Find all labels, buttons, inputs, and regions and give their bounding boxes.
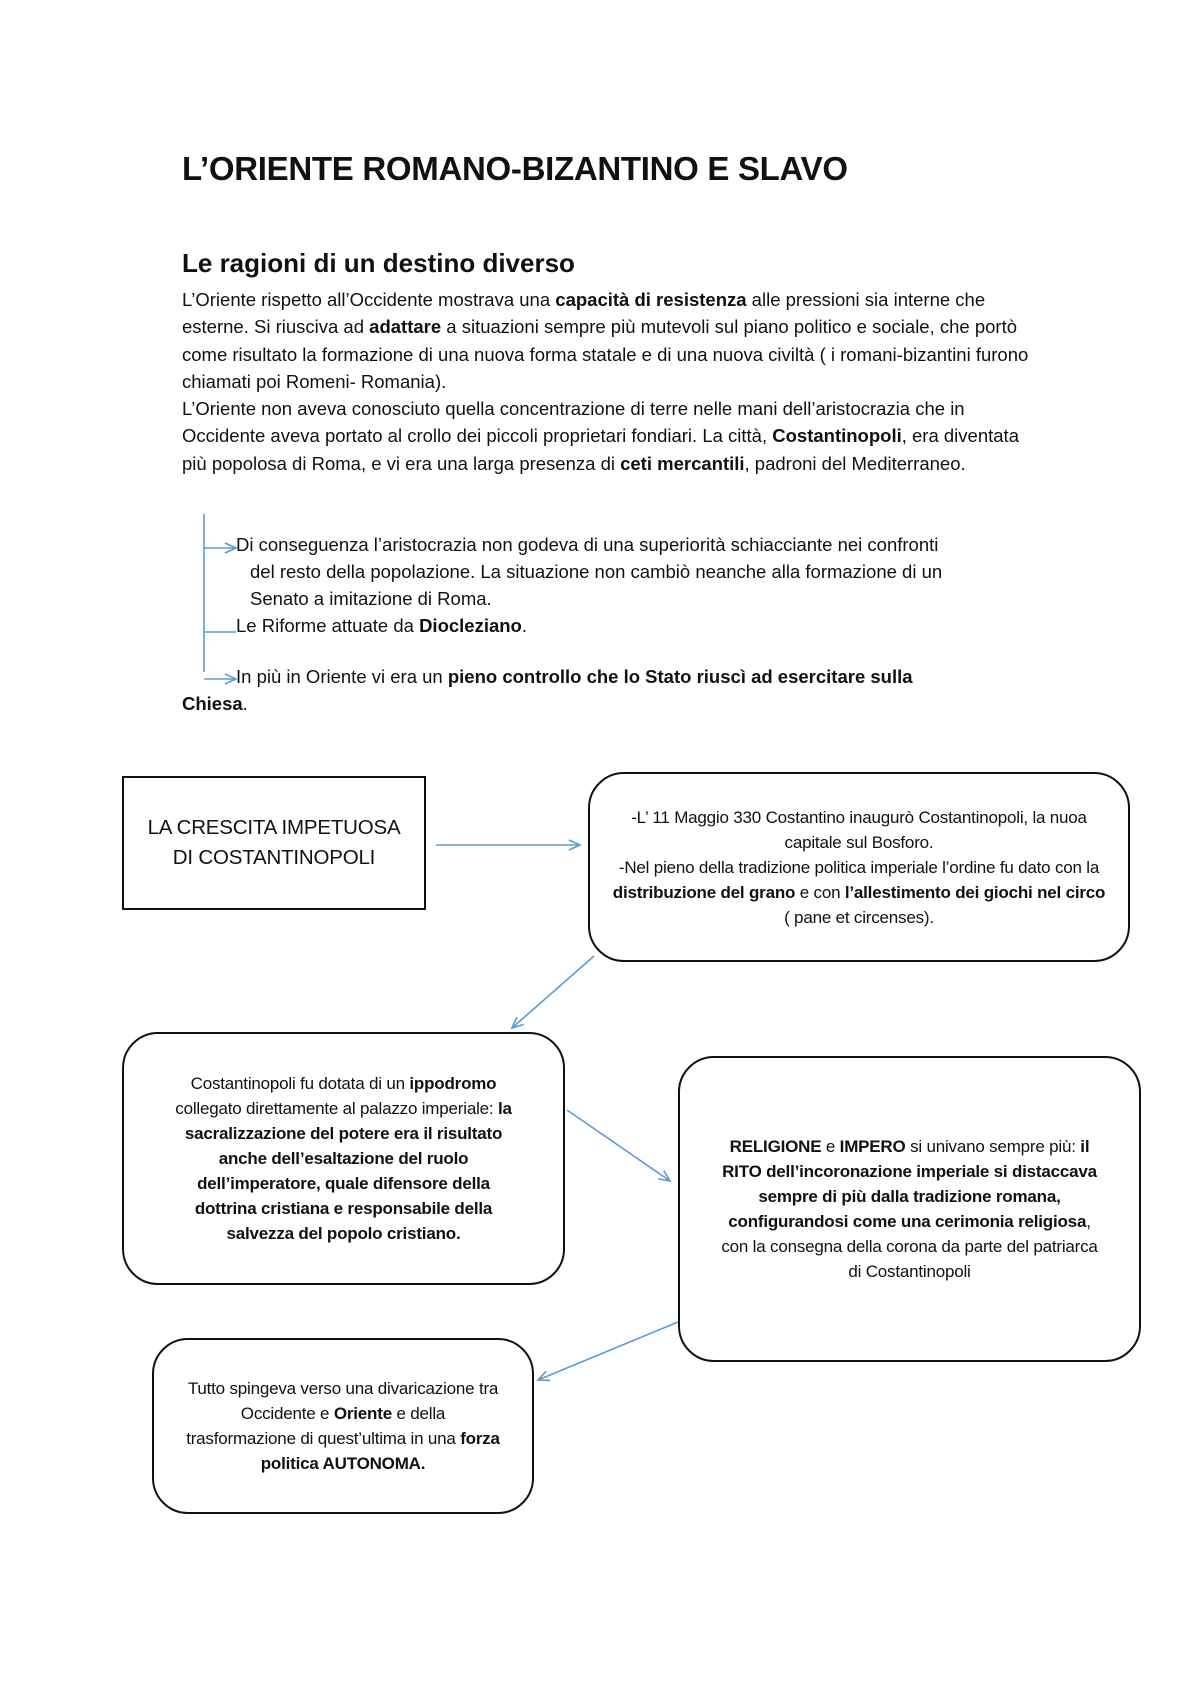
bold-run: la sacralizzazione del potere era il risultato anche dell’esaltazione del ruolo dell’imperatore, quale difensore della dottrina cristiana e responsabile della salvezza del popolo cristiano bbox=[184, 1099, 512, 1243]
arrow-ippodromo-to-religione bbox=[567, 1110, 670, 1181]
box-crescita-impetuosa bbox=[122, 776, 426, 910]
bullet-line: del resto della popolazione. La situazione non cambiò neanche alla formazione di un bbox=[250, 561, 943, 582]
text-run: In più in Oriente vi era un bbox=[236, 666, 448, 687]
text-run: Costantinopoli fu dotata di un bbox=[190, 1074, 410, 1093]
bold-run: ippodromo bbox=[409, 1074, 497, 1093]
box-inaugurazione-330 bbox=[588, 772, 1130, 962]
box-divaricazione bbox=[152, 1338, 534, 1514]
section-heading: Le ragioni di un destino diverso bbox=[182, 248, 575, 278]
text-run: , padroni del Mediterraneo. bbox=[744, 452, 966, 474]
text-run: e della trasformazione di quest’ultima in una bbox=[186, 1404, 461, 1448]
bold-run: forza politica AUTONOMA. bbox=[260, 1429, 500, 1473]
arrow-330-to-ippodromo bbox=[512, 956, 594, 1028]
bold-run: RELIGIONE bbox=[729, 1137, 822, 1156]
bold-run: Costantinopoli bbox=[772, 425, 902, 447]
text-run: Le Riforme attuate da bbox=[236, 615, 420, 636]
bold-run: IMPERO bbox=[839, 1137, 906, 1156]
bold-run: pieno controllo che lo Stato riuscì ad esercitare sulla Chiesa bbox=[182, 666, 913, 714]
bold-run: . bbox=[455, 1224, 461, 1243]
document-title: L’ORIENTE ROMANO-BIZANTINO E SLAVO bbox=[182, 150, 848, 187]
text-run: a situazioni sempre più mutevoli sul piano politico e sociale, che portò come risultato la formazione di una nuova forma statale e di una nuova civiltà ( i romani-bizantini furono chiamati poi Romeni- Romania). bbox=[182, 316, 1029, 392]
box-text bbox=[612, 855, 1106, 930]
text-run: . bbox=[521, 615, 528, 636]
text-run: Tutto spingeva verso una divaricazione tra Occidente e bbox=[187, 1379, 499, 1423]
text-run: si univano sempre più: bbox=[905, 1137, 1081, 1156]
bullet-line: Di conseguenza l’aristocrazia non godeva di una superiorità schiacciante nei confronti bbox=[236, 534, 939, 555]
text-run: L’Oriente rispetto all’Occidente mostrava una bbox=[182, 289, 556, 310]
box-ippodromo bbox=[122, 1032, 565, 1285]
text-run: . bbox=[242, 693, 248, 714]
box-text: -L’ 11 Maggio 330 Costantino inaugurò Costantinopoli, la nuoa capitale sul Bosforo. bbox=[631, 807, 1087, 852]
bold-run: Diocleziano bbox=[419, 615, 522, 636]
bold-run: capacità di resistenza bbox=[555, 289, 747, 310]
bold-run: l’allestimento dei giochi nel circo bbox=[844, 882, 1106, 902]
arrow-religione-to-tutto bbox=[538, 1322, 678, 1380]
text-run: , era diventata più popolosa di Roma, e vi era una larga presenza di bbox=[182, 425, 1019, 474]
text-run: collegato direttamente al palazzo imperiale: bbox=[175, 1099, 498, 1118]
text-run: ( pane et circenses). bbox=[784, 907, 934, 927]
bullet-line: Senato a imitazione di Roma. bbox=[250, 588, 492, 609]
text-run: e bbox=[821, 1137, 840, 1156]
bold-run: Oriente bbox=[333, 1404, 392, 1423]
text-run: alle pressioni sia interne che esterne. Si riusciva ad bbox=[182, 289, 986, 338]
text-run: e con bbox=[795, 882, 845, 902]
box-title-line: LA CRESCITA IMPETUOSA bbox=[147, 816, 401, 839]
bold-run: il RITO dell’incoronazione imperiale si distaccava sempre di più dalla tradizione romana, configurandosi come una cerimonia religiosa bbox=[722, 1137, 1097, 1231]
bold-run: distribuzione del grano bbox=[612, 882, 796, 902]
box-title-line: DI COSTANTINOPOLI bbox=[172, 846, 376, 869]
text-run: L’Oriente non aveva conosciuto quella concentrazione di terre nelle mani dell’aristocrazia che in Occidente aveva portato al crollo dei piccoli proprietari fondiari. La città, bbox=[182, 398, 965, 447]
box-religione-impero bbox=[678, 1056, 1141, 1362]
text-run: -Nel pieno della tradizione politica imperiale l’ordine fu dato con la bbox=[618, 857, 1100, 877]
bold-run: ceti mercantili bbox=[620, 452, 745, 474]
text-run: , con la consegna della corona da parte del patriarca di Costantinopoli bbox=[721, 1212, 1098, 1281]
bold-run: adattare bbox=[369, 316, 442, 338]
